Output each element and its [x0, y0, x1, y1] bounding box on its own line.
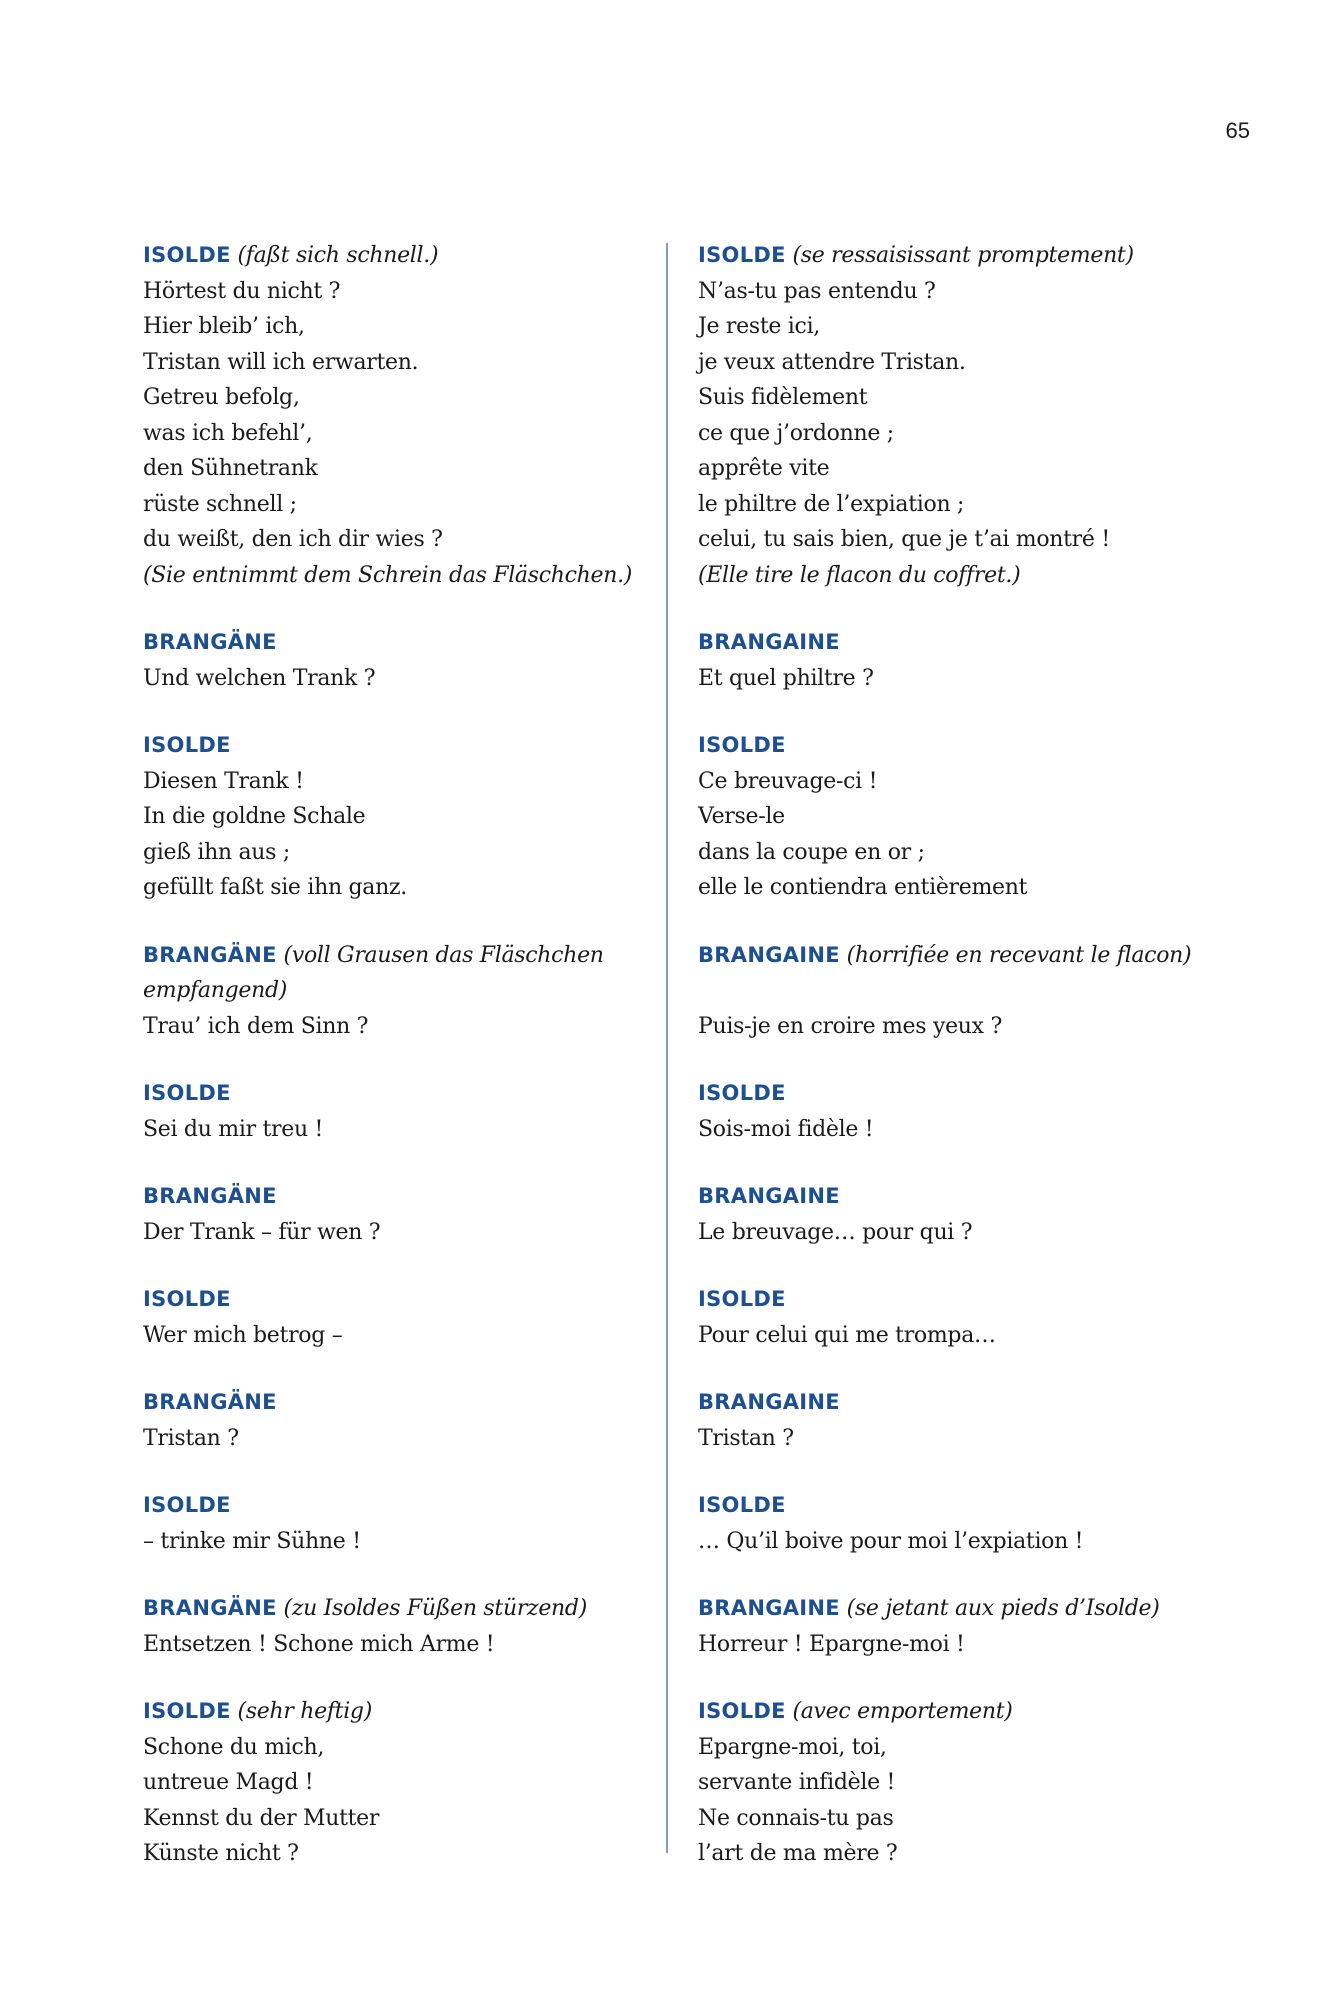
dialogue-block [143, 1385, 643, 1456]
speaker-heading [143, 1385, 643, 1421]
verse-line: elle le contiendra entièrement [698, 875, 1028, 900]
speaker-name: BRANGÄNE [143, 1184, 277, 1208]
verse-line: Ne connais-tu pas [698, 1805, 894, 1831]
speaker-name: BRANGAINE [698, 1390, 840, 1414]
speaker-heading [698, 625, 1258, 661]
verse-line: Entsetzen ! Schone mich Arme ! [143, 1631, 495, 1657]
verse-line [698, 973, 1258, 1009]
verse-line: Pour celui qui me trompa… [698, 1322, 996, 1348]
dialogue-block [698, 1591, 1258, 1662]
speaker-heading [698, 1385, 1258, 1421]
dialogue-block [698, 1282, 1258, 1353]
dialogue-block [143, 238, 643, 593]
verse-line: servante infidèle ! [698, 1770, 896, 1795]
speaker-name: BRANGÄNE [143, 1390, 277, 1414]
speaker-heading [143, 1076, 643, 1112]
verse-line: Sois-moi fidèle ! [698, 1116, 874, 1142]
speaker-name: ISOLDE [698, 1493, 786, 1517]
verse-line: Verse-le [698, 804, 785, 829]
dialogue-block [143, 728, 643, 906]
verse-line: Sei du mir treu ! [143, 1116, 324, 1142]
speaker-name: ISOLDE [698, 1081, 786, 1105]
verse-line: Epargne-moi, toi, [698, 1734, 887, 1760]
dialogue-block [698, 1076, 1258, 1147]
verse-line: Ce breuvage-ci ! [698, 768, 878, 794]
verse-line: je veux attendre Tristan. [698, 349, 966, 375]
dialogue-block [698, 728, 1258, 906]
dialogue-block [698, 938, 1258, 1045]
verse-line: ce que j’ordonne ; [698, 420, 894, 446]
verse-line: Je reste ici, [698, 314, 820, 339]
verse-line: dans la coupe en or ; [698, 839, 925, 865]
speaker-heading [143, 238, 643, 274]
speaker-heading [698, 1488, 1258, 1524]
speaker-name: ISOLDE [698, 1699, 786, 1723]
speaker-name: ISOLDE [143, 1287, 231, 1311]
stage-direction: (faßt sich schnell.) [237, 243, 439, 268]
verse-line: Horreur ! Epargne-moi ! [698, 1631, 965, 1657]
verse-line: Puis-je en croire mes yeux ? [698, 1013, 1002, 1039]
verse-line: Künste nicht ? [143, 1841, 299, 1866]
speaker-heading [143, 1282, 643, 1318]
dialogue-block [698, 1694, 1258, 1872]
speaker-heading [698, 728, 1258, 764]
dialogue-block [698, 1179, 1258, 1250]
verse-line: rüste schnell ; [143, 491, 297, 517]
verse-line: du weißt, den ich dir wies ? [143, 527, 443, 552]
dialogue-block [698, 1385, 1258, 1456]
speaker-heading [698, 1179, 1258, 1215]
stage-direction: (horrifiée en recevant le flacon) [846, 942, 1192, 968]
verse-line: Hier bleib’ ich, [143, 314, 305, 339]
speaker-heading [143, 625, 643, 661]
dialogue-block [143, 1282, 643, 1353]
verse-line: Schone du mich, [143, 1734, 325, 1760]
verse-line: le philtre de l’expiation ; [698, 491, 965, 517]
dialogue-block [698, 1488, 1258, 1559]
verse-line: apprête vite [698, 456, 830, 481]
verse-line: untreue Magd ! [143, 1770, 314, 1795]
stage-direction-line: (Sie entnimmt dem Schrein das Fläschchen.) [143, 562, 633, 588]
verse-line: gefüllt faßt sie ihn ganz. [143, 875, 407, 900]
speaker-heading [143, 728, 643, 764]
verse-line: was ich befehl’, [143, 420, 313, 446]
dialogue-block [698, 238, 1258, 593]
verse-line: Tristan ? [698, 1425, 794, 1451]
verse-line: N’as-tu pas entendu ? [698, 278, 936, 304]
speaker-name: ISOLDE [698, 243, 786, 267]
speaker-name: ISOLDE [143, 733, 231, 757]
speaker-name: ISOLDE [143, 243, 231, 267]
verse-line: Hörtest du nicht ? [143, 278, 341, 304]
verse-line: Trau’ ich dem Sinn ? [143, 1013, 369, 1039]
speaker-heading [143, 1591, 643, 1627]
speaker-name: BRANGAINE [698, 1184, 840, 1208]
speaker-heading [698, 1694, 1258, 1730]
speaker-heading [143, 1179, 643, 1215]
dialogue-block [143, 1076, 643, 1147]
speaker-name: ISOLDE [143, 1493, 231, 1517]
verse-line: Wer mich betrog – [143, 1322, 343, 1348]
dialogue-block [143, 1591, 643, 1662]
verse-line: Tristan ? [143, 1425, 239, 1451]
speaker-name: BRANGÄNE [143, 942, 277, 967]
speaker-heading [698, 238, 1258, 274]
verse-line: Suis fidèlement [698, 385, 868, 410]
column-divider [666, 243, 668, 1853]
verse-line: celui, tu sais bien, que je t’ai montré ! [698, 527, 1110, 552]
speaker-heading [143, 1488, 643, 1524]
verse-line: Und welchen Trank ? [143, 665, 376, 691]
french-column [698, 238, 1258, 1872]
verse-line: Getreu befolg, [143, 385, 300, 410]
dialogue-block [143, 938, 643, 1045]
speaker-heading [698, 1591, 1258, 1627]
stage-direction: (sehr heftig) [237, 1699, 372, 1724]
german-column [143, 238, 643, 1872]
verse-line: – trinke mir Sühne ! [143, 1528, 361, 1554]
speaker-name: BRANGAINE [698, 942, 840, 967]
stage-direction: (zu Isoldes Füßen stürzend) [283, 1596, 587, 1621]
speaker-name: ISOLDE [698, 733, 786, 757]
page-number: 65 [1225, 118, 1250, 143]
speaker-name: ISOLDE [143, 1699, 231, 1723]
verse-line: Le breuvage… pour qui ? [698, 1219, 973, 1245]
verse-line: Der Trank – für wen ? [143, 1219, 381, 1245]
speaker-name: BRANGÄNE [143, 630, 277, 654]
dialogue-block [143, 625, 643, 696]
stage-direction: (se jetant aux pieds d’Isolde) [846, 1596, 1160, 1621]
dialogue-block [698, 625, 1258, 696]
verse-line: den Sühnetrank [143, 456, 318, 481]
speaker-heading [698, 1282, 1258, 1318]
speaker-heading [143, 938, 643, 1009]
dialogue-block [143, 1179, 643, 1250]
verse-line: gieß ihn aus ; [143, 839, 290, 865]
verse-line: Kennst du der Mutter [143, 1805, 380, 1831]
verse-line: Tristan will ich erwarten. [143, 349, 419, 375]
speaker-name: BRANGÄNE [143, 1596, 277, 1620]
speaker-name: ISOLDE [698, 1287, 786, 1311]
verse-line: In die goldne Schale [143, 804, 366, 829]
stage-direction: (voll Grausen das Fläschchen empfangend) [143, 942, 604, 1003]
speaker-heading [143, 1694, 643, 1730]
stage-direction: (se ressaisissant promptement) [792, 243, 1134, 268]
speaker-name: BRANGAINE [698, 630, 840, 654]
verse-line: … Qu’il boive pour moi l’expiation ! [698, 1528, 1084, 1554]
verse-line: Et quel philtre ? [698, 665, 874, 691]
stage-direction-line: (Elle tire le flacon du coffret.) [698, 562, 1021, 588]
dialogue-block [143, 1488, 643, 1559]
speaker-name: ISOLDE [143, 1081, 231, 1105]
verse-line: l’art de ma mère ? [698, 1841, 898, 1866]
speaker-name: BRANGAINE [698, 1596, 840, 1620]
verse-line: Diesen Trank ! [143, 768, 304, 794]
stage-direction: (avec emportement) [792, 1699, 1013, 1724]
dialogue-block [143, 1694, 643, 1872]
speaker-heading [698, 938, 1258, 974]
speaker-heading [698, 1076, 1258, 1112]
